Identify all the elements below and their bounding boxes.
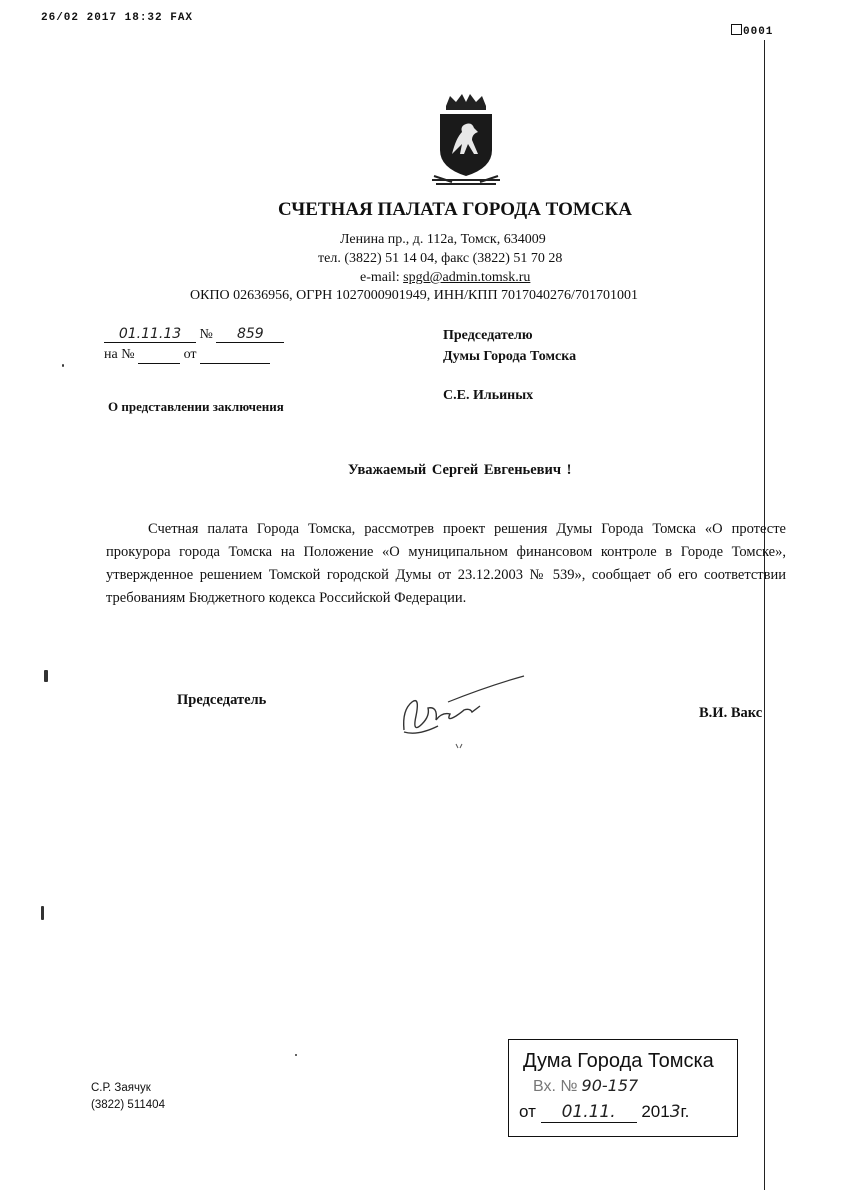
org-phone: тел. (3822) 51 14 04, факс (3822) 51 70 28 — [318, 251, 563, 266]
fax-page-number — [731, 24, 773, 38]
recipient-name: С.Е. Ильиных — [443, 388, 534, 403]
ref-date-blank — [200, 347, 270, 364]
org-email-label: e-mail: — [360, 270, 404, 285]
stamp-title: Дума Города Томска — [523, 1050, 714, 1072]
subject: О представлении заключения — [108, 399, 284, 414]
fax-page-value: 0001 — [743, 26, 774, 38]
signatory-title: Председатель — [177, 692, 267, 708]
org-email-line — [360, 270, 530, 286]
stamp-year-digit: 3 — [669, 1102, 681, 1122]
executor-name: С.Р. Заячук — [91, 1082, 151, 1094]
stamp-date-line — [519, 1102, 689, 1123]
org-title: СЧЕТНАЯ ПАЛАТА ГОРОДА ТОМСКА — [278, 199, 633, 220]
stamp-year-suffix: г. — [680, 1102, 690, 1121]
stamp-year-prefix: 201 — [641, 1102, 670, 1121]
outgoing-date: 01.11.13 — [104, 326, 196, 343]
stamp-reg-number: 90-157 — [581, 1076, 639, 1095]
executor-phone: (3822) 511404 — [91, 1099, 165, 1111]
tomsk-coat-of-arms-icon — [432, 92, 500, 188]
org-email: spgd@admin.tomsk.ru — [403, 270, 531, 285]
ref-number-blank — [138, 347, 180, 364]
fax-header: 26/02 2017 18:32 FAX — [41, 12, 194, 24]
incoming-registration-stamp — [508, 1039, 738, 1137]
stamp-reg-prefix: Вх. № — [533, 1078, 578, 1095]
reference-row — [104, 347, 270, 364]
executor-block — [91, 1080, 165, 1114]
recipient-line-1: Председателю — [443, 328, 533, 343]
scan-speck — [295, 1054, 297, 1056]
scan-speck — [41, 906, 44, 920]
org-address: Ленина пр., д. 112а, Томск, 634009 — [340, 232, 546, 247]
stamp-reg-line — [533, 1076, 638, 1096]
body-paragraph: Счетная палата Города Томска, рассмотрев проект решения Думы Города Томска «О протесте прокурора города Томска на Положение «О муниципальном финансовом контроле в Городе Томске», утвержденное решением Томской городской Думы от 23.12.2003 № 539», сообщает об его соответствии требованиям Бюджетного кодекса Российской Федерации. — [106, 521, 786, 606]
scan-edge-line — [764, 40, 765, 1190]
org-codes: ОКПО 02636956, ОГРН 1027000901949, ИНН/КПП 7017040276/701701001 — [190, 288, 638, 303]
salutation: Уважаемый Сергей Евгеньевич ! — [348, 462, 572, 478]
stamp-date-value: 01.11. — [541, 1102, 637, 1123]
recipient-line-2: Думы Города Томска — [443, 349, 577, 364]
scan-speck — [62, 364, 64, 367]
handwritten-signature — [398, 672, 528, 752]
number-label: № — [199, 327, 213, 342]
outgoing-number: 859 — [216, 326, 284, 343]
stamp-date-prefix: от — [519, 1102, 536, 1121]
ref-from-label: от — [183, 347, 197, 362]
ref-number-label: на № — [104, 347, 135, 362]
scan-speck — [44, 670, 48, 682]
fax-page-box-icon — [731, 24, 742, 35]
registration-row — [104, 326, 284, 343]
signatory-name: В.И. Вакс — [699, 705, 763, 721]
